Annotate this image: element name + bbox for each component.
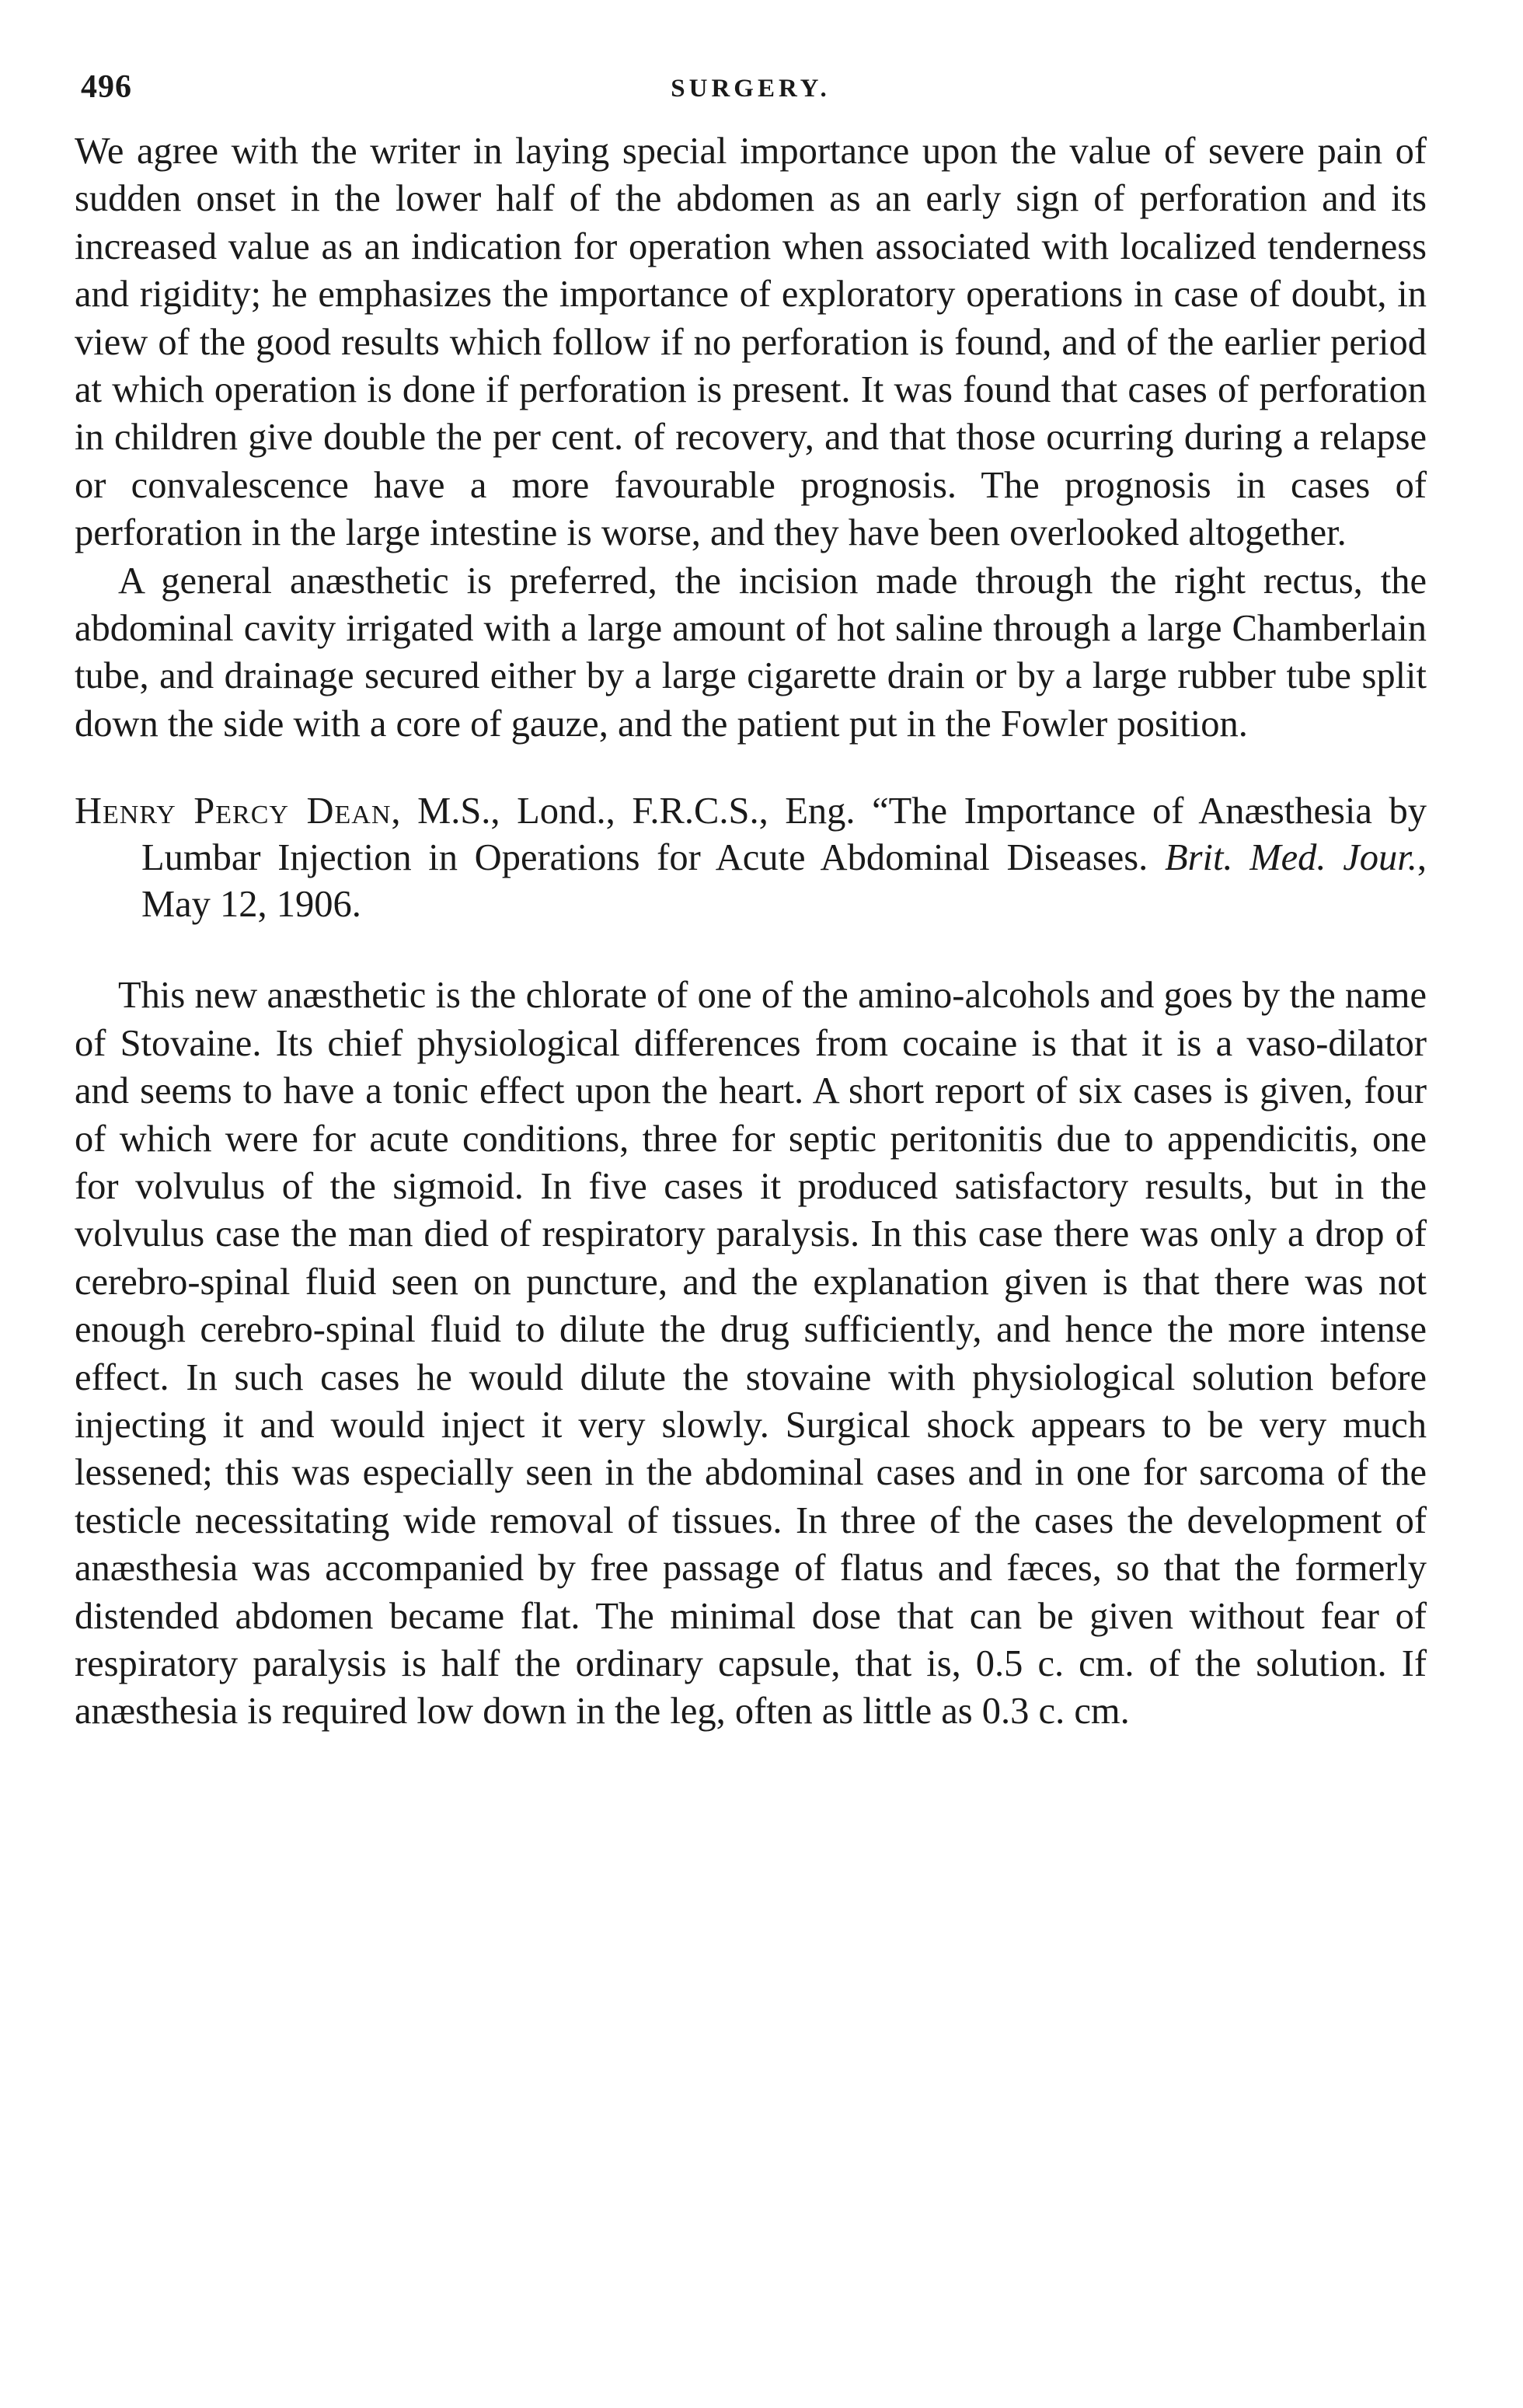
page-number: 496: [81, 69, 132, 105]
running-head: [75, 54, 1427, 117]
page: [75, 54, 1427, 1736]
paragraph-stovaine: This new anæsthetic is the chlorate of one of the amino-alcohols and goes by the name of Stovaine. Its chief physiological differences from cocaine is that it is a vaso-dilator and seems to have a tonic effect upon the heart. A short report of six cases is given, four of which were for acute conditions, three for septic peritonitis due to appendicitis, one for volvulus of the sigmoid. In five cases it produced satisfactory results, but in the volvulus case the man died of respiratory paralysis. In this case there was only a drop of cerebro-spinal fluid seen on puncture, and the explanation given is that there was not enough cerebro-spinal fluid to dilute the drug sufficiently, and hence the more intense effect. In such cases he would dilute the stovaine with physiological solution before injecting it and would inject it very slowly. Surgical shock appears to be very much lessened; this was especially seen in the abdominal cases and in one for sarcoma of the testicle necessitating wide removal of tissues. In three of the cases the development of anæsthesia was accompanied by free passage of flatus and fæces, so that the formerly distended abdomen became flat. The minimal dose that can be given without fear of respiratory paralysis is half the ordinary capsule, that is, 0.5 c. cm. of the solution. If anæsthesia is required low down in the leg, often as little as 0.3 c. cm.: [75, 975, 1427, 1733]
paragraph-perforation-signs: We agree with the writer in laying special importance upon the value of severe pain of sudden onset in the lower half of the abdomen as an early sign of perforation and its increased value as an indication for operation when associated with localized tenderness and rigidity; he emphasizes the importance of exploratory operations in case of doubt, in view of the good results which follow if no perforation is found, and of the earlier period at which operation is done if perforation is present. It was found that cases of perforation in children give double the per cent. of recovery, and that those ocurring during a relapse or convalescence have a more favourable prognosis. The prognosis in cases of perforation in the large intestine is worse, and they have been overlooked altogether.: [75, 131, 1427, 554]
citation-title: “The Importance of Anæsthesia by Lumbar Injection in Operations for Acute Abdominal Diseases.: [141, 790, 1427, 879]
paragraph-operative-technique: A general anæsthetic is preferred, the incision made through the right rectus, the abdominal cavity irrigated with a large amount of hot saline through a large Chamberlain tube, and drainage secured either by a large cigarette drain or by a large rubber tube split down the side with a core of gauze, and the patient put in the Fowler position.: [75, 560, 1427, 745]
citation-entry: [75, 788, 1427, 928]
citation-date: , May 12, 1906.: [141, 837, 1427, 926]
citation-journal: Brit. Med. Jour.: [1164, 837, 1417, 879]
citation-author: Henry Percy Dean: [75, 790, 392, 832]
running-title: SURGERY.: [671, 75, 831, 103]
citation-credentials: , M.S., Lond., F.R.C.S., Eng.: [391, 790, 856, 832]
